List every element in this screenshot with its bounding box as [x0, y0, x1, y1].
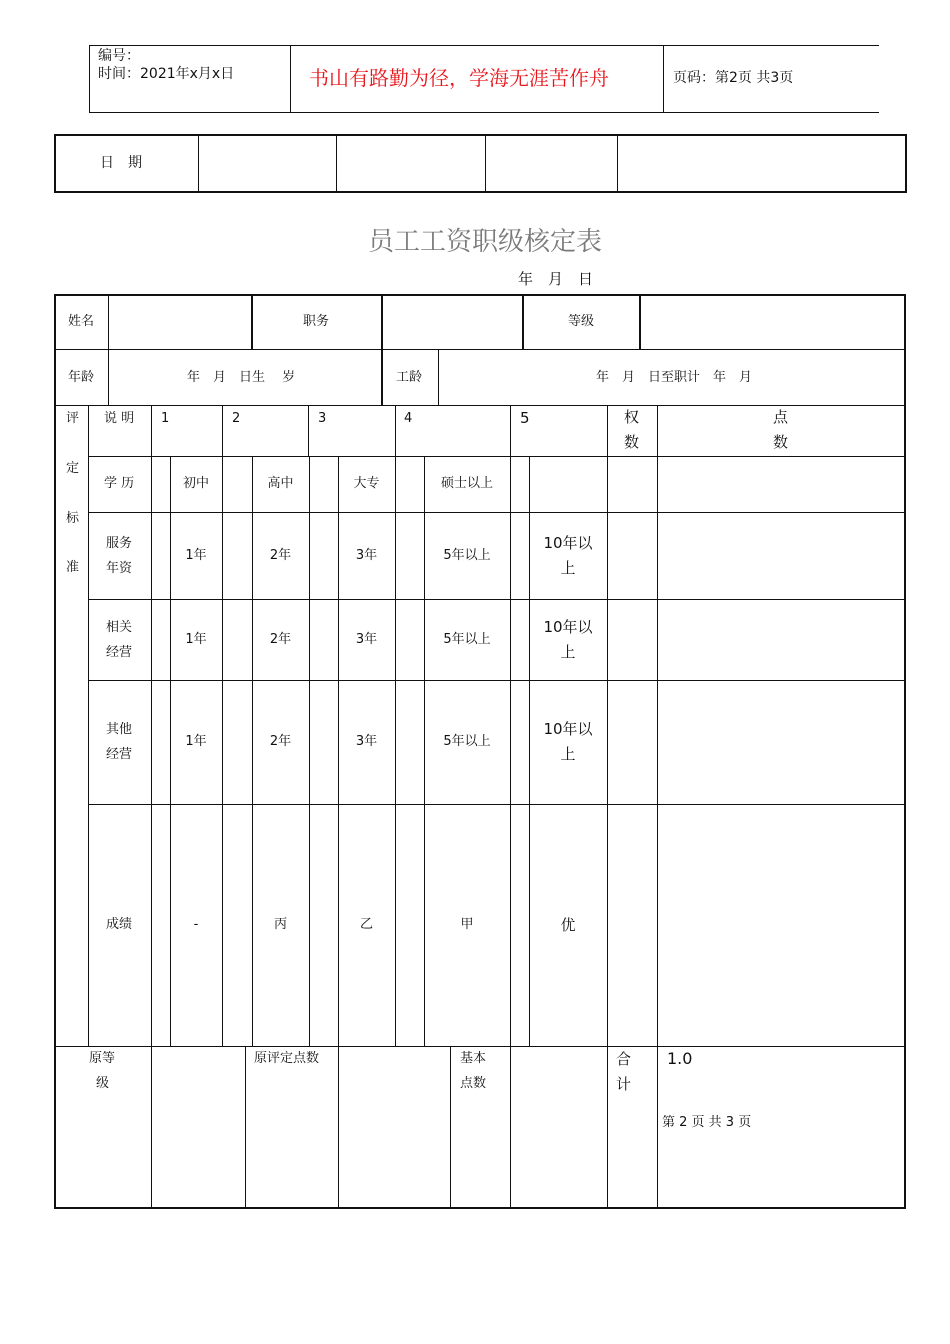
- side-label-1: 评: [66, 411, 80, 426]
- motto-text: 书山有路勤为径，学海无涯苦作舟: [309, 66, 609, 90]
- col-4: 4: [404, 411, 413, 426]
- row-service-label-2: 年资: [106, 561, 133, 576]
- form-date-line: 年 月 日: [518, 270, 594, 288]
- row-service-v2: 2年: [269, 548, 292, 563]
- col-weight-2: 数: [624, 433, 640, 451]
- col-points-1: 点: [773, 408, 789, 426]
- row-other-v2: 2年: [269, 734, 292, 749]
- row-performance-v1: -: [193, 917, 199, 932]
- row-service-label-1: 服务: [106, 536, 133, 551]
- col-1: 1: [161, 411, 170, 426]
- col-points-2: 数: [773, 433, 789, 451]
- date-label: 日 期: [100, 155, 142, 171]
- row-related-v5-1: 10年以: [543, 618, 593, 636]
- criteria-left-border: [88, 406, 89, 1047]
- row-other-label-1: 其他: [106, 722, 133, 737]
- row-education-v1: 初中: [182, 476, 209, 491]
- footer-base-points-1: 基本: [460, 1051, 487, 1066]
- row-related-v3: 3年: [355, 632, 378, 647]
- row-performance-v4: 甲: [460, 917, 474, 932]
- page-info: 页码：第2页 共3页: [673, 70, 794, 86]
- footer-page-note: 第 2 页 共 3 页: [662, 1115, 752, 1130]
- col-2: 2: [232, 411, 241, 426]
- row-other-v5-1: 10年以: [543, 720, 593, 738]
- age-value: 年 月 日生 岁: [187, 370, 296, 385]
- row-related-v2: 2年: [269, 632, 292, 647]
- row-other-v3: 3年: [355, 734, 378, 749]
- row-other-v5-2: 上: [560, 745, 576, 763]
- footer-total-2: 计: [616, 1075, 632, 1093]
- col-3: 3: [318, 411, 327, 426]
- position-label: 职务: [303, 314, 330, 329]
- side-label-2: 定: [66, 461, 80, 476]
- row-education-v4: 硕士以上: [440, 476, 493, 491]
- seniority-value: 年 月 日至职计 年 月: [596, 370, 753, 385]
- name-label: 姓名: [68, 314, 95, 329]
- row-service-v5-2: 上: [560, 559, 576, 577]
- row-performance-v2: 丙: [273, 917, 287, 932]
- row-related-label-2: 经营: [106, 645, 133, 660]
- row-other-v1: 1年: [185, 734, 207, 749]
- row-related-v1: 1年: [185, 632, 207, 647]
- footer-orig-points: 原评定点数: [254, 1051, 320, 1066]
- time-label: 时间：2021年x月x日: [98, 66, 235, 82]
- footer-total-value: 1.0: [667, 1049, 693, 1068]
- row-performance-v5: 优: [560, 916, 576, 934]
- row-service-v1: 1年: [185, 548, 207, 563]
- age-label: 年龄: [68, 370, 95, 385]
- row-related-label-1: 相关: [106, 620, 133, 635]
- row-service-v5-1: 10年以: [543, 534, 593, 552]
- footer-orig-grade-1: 原等: [89, 1051, 116, 1066]
- row-other-v4: 5年以上: [443, 734, 491, 749]
- form-title: 员工工资职级核定表: [367, 227, 602, 257]
- grade-label: 等级: [568, 314, 595, 329]
- date-row-table: [54, 134, 907, 193]
- footer-orig-grade-2: 级: [96, 1076, 110, 1091]
- page-header: [0, 0, 950, 120]
- col-desc: 说 明: [104, 411, 135, 426]
- row-service-v3: 3年: [355, 548, 378, 563]
- seniority-label: 工龄: [396, 370, 423, 385]
- footer-base-points-2: 点数: [460, 1076, 487, 1091]
- col-5: 5: [520, 409, 530, 427]
- side-label-3: 标: [66, 511, 80, 526]
- row-related-v4: 5年以上: [443, 632, 491, 647]
- row-related-v5-2: 上: [560, 643, 576, 661]
- side-label-4: 准: [66, 560, 80, 575]
- row-education-label: 学 历: [104, 476, 135, 491]
- row-education-v2: 高中: [267, 476, 294, 491]
- row-other-label-2: 经营: [106, 747, 133, 762]
- row-performance-v3: 乙: [359, 917, 373, 932]
- serial-label: 编号：: [98, 48, 140, 64]
- row-performance-label: 成绩: [106, 917, 133, 932]
- footer-total-1: 合: [616, 1050, 632, 1068]
- row-service-v4: 5年以上: [443, 548, 491, 563]
- row-education-v3: 大专: [353, 476, 380, 491]
- col-weight-1: 权: [624, 408, 640, 426]
